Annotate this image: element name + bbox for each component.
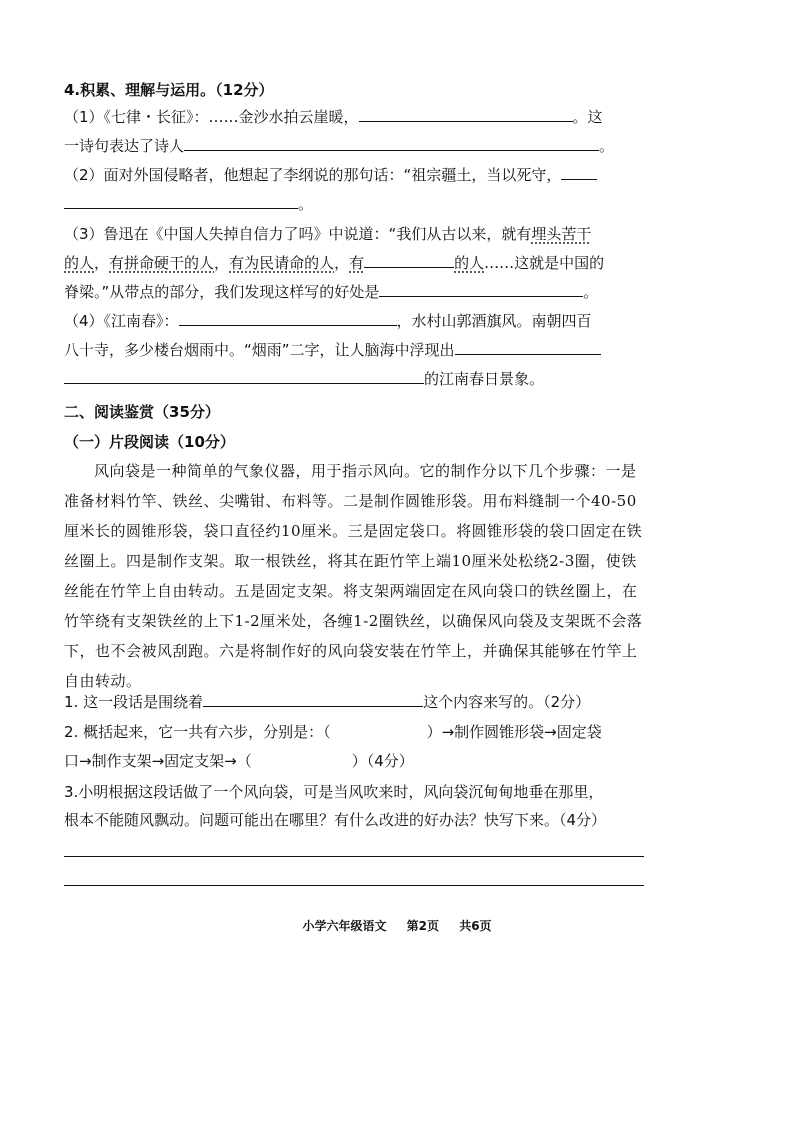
q4-p1-text2: 一诗句表达了诗人 xyxy=(64,137,185,155)
q4-p4-line2 xyxy=(64,340,601,360)
q4-heading: 4.积累、理解与运用。（12分） xyxy=(64,81,274,99)
q4-p4-text2: ，水村山郭酒旗风。南朝四百 xyxy=(396,312,592,330)
answer-line-1[interactable] xyxy=(64,856,644,857)
question-2-line1 xyxy=(64,722,602,742)
question-1-text: 1. 这一段话是围绕着 xyxy=(64,693,204,711)
answer-blank-3b[interactable] xyxy=(64,194,298,209)
dotted-phrase: 的人 xyxy=(454,254,485,272)
period: 。 xyxy=(583,283,599,301)
q4-p3-text-end: ……这就是中国的 xyxy=(484,254,605,272)
q4-p3-text: （3）鲁迅在《中国人失掉自信力了吗》中说道：“我们从古以来，就有 xyxy=(64,225,532,243)
dotted-phrase: 埋头苦干 xyxy=(531,225,592,243)
q4-p2-line2 xyxy=(64,194,313,214)
q4-p1-line1 xyxy=(64,107,603,127)
answer-blank-7a[interactable] xyxy=(455,340,601,355)
question-2-text2: ）→制作圆锥形袋→固定袋 xyxy=(426,723,602,741)
reading-passage xyxy=(64,456,646,696)
dotted-phrase: 有 xyxy=(349,254,365,272)
answer-blank-3a[interactable] xyxy=(561,165,597,180)
q4-p3-line3 xyxy=(64,282,598,302)
question-1-text-end: 这个内容来写的。（2分） xyxy=(423,693,591,711)
q4-p3-line1 xyxy=(64,224,591,244)
question-3-line2: 根本不能随风飘动。问题可能出在哪里？有什么改进的好办法？快写下来。（4分） xyxy=(64,811,607,829)
subsection-heading: （一）片段阅读（10分） xyxy=(64,433,235,451)
q4-p1-text-end: 。这 xyxy=(572,108,603,126)
answer-blank-2[interactable] xyxy=(184,136,599,151)
q4-p4-line3 xyxy=(64,369,544,389)
q4-p3-line2 xyxy=(64,253,604,273)
footer-total-pages: 共6页 xyxy=(459,919,492,933)
dotted-phrase: 有拼命硬干的人 xyxy=(109,254,215,272)
period: 。 xyxy=(599,137,615,155)
period: 。 xyxy=(298,195,314,213)
question-2-line2 xyxy=(64,751,414,771)
answer-blank-5[interactable] xyxy=(379,282,583,297)
comma: ， xyxy=(94,254,110,272)
answer-blank-q1[interactable] xyxy=(203,692,423,707)
question-3-line1: 3.小明根据这段话做了一个风向袋，可是当风吹来时，风向袋沉甸甸地垂在那里， xyxy=(64,783,604,801)
page-footer xyxy=(0,917,794,934)
question-1 xyxy=(64,692,590,712)
question-2-text3: 口→制作支架→固定支架→（ xyxy=(64,752,252,770)
q4-p4-text: （4）《江南春》： xyxy=(64,312,179,330)
q4-p4-line1 xyxy=(64,311,592,331)
q4-p4-text4: 的江南春日景象。 xyxy=(424,370,545,388)
answer-blank-7b[interactable] xyxy=(64,369,424,384)
q4-p1-line2 xyxy=(64,136,614,156)
section2-heading: 二、阅读鉴赏（35分） xyxy=(64,403,220,421)
answer-blank-4[interactable] xyxy=(364,253,454,268)
comma: ， xyxy=(334,254,350,272)
passage-text: 风向袋是一种简单的气象仪器，用于指示风向。它的制作分以下几个步骤：一是准备材料竹竿、铁丝、尖嘴钳、布料等。二是制作圆锥形袋。用布料缝制一个40-50厘米长的圆锥形袋，袋口直径约10厘米。三是固定袋口。将圆锥形袋的袋口固定在铁丝圈上。四是制作支架。取一根铁丝，将其在距竹竿上端10厘米处松绕2-3圈，使铁丝能在竹竿上自由转动。五是固定支架。将支架两端固定在风向袋口的铁丝圈上，在竹竿绕有支架铁丝的上下1-2厘米处，各缠1-2圈铁丝，以确保风向袋及支架既不会落下，也不会被风刮跑。六是将制作好的风向袋安装在竹竿上，并确保其能够在竹竿上自由转动。 xyxy=(64,462,643,690)
answer-line-2[interactable] xyxy=(64,885,644,886)
dotted-phrase: 的人 xyxy=(64,254,95,272)
answer-blank-1[interactable] xyxy=(359,107,573,122)
footer-page-number: 第2页 xyxy=(406,919,439,933)
question-2-text: 2. 概括起来，它一共有六步，分别是：（ xyxy=(64,723,331,741)
footer-subject: 小学六年级语文 xyxy=(302,919,387,933)
q4-p4-text3: 八十寺，多少楼台烟雨中。“烟雨”二字，让人脑海中浮现出 xyxy=(64,341,455,359)
q4-p2-line1 xyxy=(64,165,597,185)
comma: ， xyxy=(214,254,230,272)
answer-blank-6[interactable] xyxy=(179,311,397,326)
q4-p1-text: （1）《七律・长征》：……金沙水拍云崖暖， xyxy=(64,108,359,126)
q4-p2-text: （2）面对外国侵略者，他想起了李纲说的那句话：“祖宗疆土，当以死守， xyxy=(64,166,562,184)
q4-p3-text3: 脊梁。”从带点的部分，我们发现这样写的好处是 xyxy=(64,283,380,301)
question-2-text4: ）（4分） xyxy=(351,752,414,770)
dotted-phrase: 有为民请命的人 xyxy=(229,254,335,272)
